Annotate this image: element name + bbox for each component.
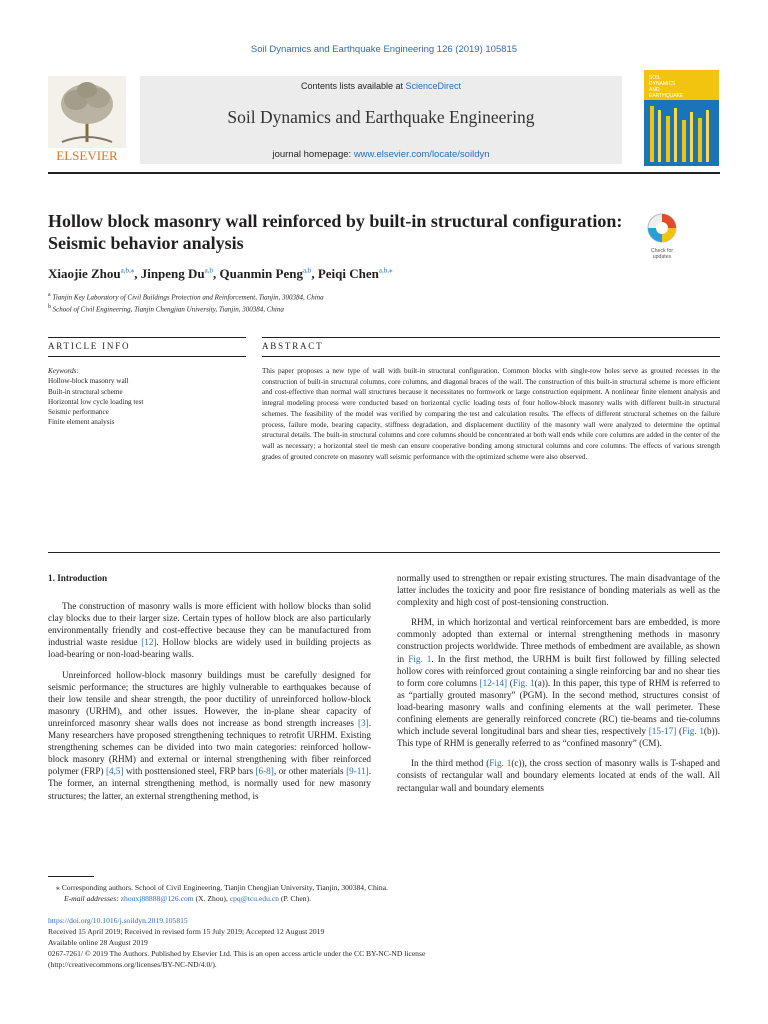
- section-heading: 1. Introduction: [48, 573, 108, 583]
- journal-banner: [140, 76, 622, 164]
- abstract-rule: [262, 356, 720, 357]
- contents-line: [140, 81, 622, 91]
- paragraph-text: RHM, in which horizontal and vertical reinforcement bars are embedded, is more commonly adopted than external or internal strengthening methods in masonry construction projects worldwide. Three methods of embedment are available, as shown in: [397, 617, 720, 664]
- article-info-heading: ARTICLE INFO: [48, 341, 131, 351]
- body-column-right: [397, 572, 720, 794]
- body-column-left: [48, 572, 371, 802]
- journal-header: [48, 76, 720, 166]
- svg-text:SOIL: SOIL: [649, 75, 661, 81]
- paragraph-text: (b)). This type of RHM is generally referred to as “confined masonry” (CM).: [397, 726, 720, 749]
- affiliation-marker: a: [48, 292, 51, 298]
- body-paragraph: [48, 600, 371, 660]
- svg-text:Check for: Check for: [650, 248, 674, 254]
- paragraph-text: . Hollow blocks are widely used in building projects as load-bearing or non-load-bearing walls.: [48, 637, 371, 660]
- check-for-updates-icon[interactable]: [640, 210, 684, 264]
- header-rule: [48, 172, 720, 174]
- author-affiliation-sup[interactable]: a,b: [204, 266, 214, 275]
- footnote-rule: [48, 876, 94, 877]
- author-name: Quanmin Peng: [219, 266, 303, 281]
- elsevier-logo: [48, 76, 126, 164]
- received-dates: Received 15 April 2019; Received in revised form 15 July 2019; Accepted 12 August 2019: [48, 927, 325, 936]
- email-line: [48, 893, 720, 904]
- email-link-chen[interactable]: cpq@tcu.edu.cn: [229, 894, 279, 903]
- license-line: 0267-7261/ © 2019 The Authors. Published by Elsevier Ltd. This is an open access article under the CC BY-NC-ND license: [48, 949, 426, 958]
- corresponding-author-note: ⁎ Corresponding authors. School of Civil Engineering, Tianjin Chengjian University, Tianjin, 300384, China.: [56, 883, 388, 892]
- author-affiliation-sup[interactable]: a,b,⁎: [378, 266, 393, 275]
- elsevier-wordmark: ELSEVIER: [56, 148, 118, 163]
- email-link-zhou[interactable]: zhouxj88888@126.com: [120, 894, 194, 903]
- journal-title: Soil Dynamics and Earthquake Engineering: [227, 107, 535, 127]
- keyword: Horizontal low cycle loading test: [48, 397, 144, 406]
- title-line-1: Hollow block masonry wall reinforced by built-in structural configuration:: [48, 211, 623, 231]
- article-info-top-rule: [48, 337, 246, 338]
- affiliations: [48, 290, 324, 315]
- svg-text:AND: AND: [649, 87, 660, 93]
- citation-link[interactable]: [15-17]: [648, 726, 677, 737]
- abstract-heading: ABSTRACT: [262, 341, 324, 351]
- svg-text:DYNAMICS: DYNAMICS: [649, 81, 676, 87]
- article-title: [48, 210, 628, 254]
- license-url: (http://creativecommons.org/licenses/BY-NC-ND/4.0/).: [48, 960, 217, 969]
- author-name: Peiqi Chen: [317, 266, 379, 281]
- citation-link[interactable]: Fig. 1: [408, 653, 432, 664]
- paragraph-text: In the third method (: [411, 758, 490, 769]
- citation-link[interactable]: [12]: [141, 637, 157, 648]
- keyword: Finite element analysis: [48, 418, 115, 427]
- author-name: Jinpeng Du: [140, 266, 205, 281]
- online-date: Available online 28 August 2019: [48, 938, 148, 947]
- paragraph-text: (: [676, 726, 683, 737]
- author-affiliation-sup[interactable]: a,b,⁎: [120, 266, 135, 275]
- footnote: [48, 882, 720, 904]
- keyword: Hollow-block masonry wall: [48, 377, 129, 386]
- paragraph-text: normally used to strengthen or repair existing structures. The main disadvantage of the latter includes the toxicity and poor fire resistance of bonding materials as well as the complexity and high cost of post-tensioning construction.: [397, 573, 720, 608]
- homepage-prefix: journal homepage:: [272, 149, 354, 160]
- journal-cover-image: [644, 70, 719, 166]
- author-name: Xiaojie Zhou: [48, 266, 121, 281]
- svg-text:updates: updates: [652, 254, 672, 260]
- affiliation-marker: b: [48, 304, 51, 311]
- citation-link[interactable]: [4,5]: [105, 766, 124, 777]
- publication-info: [48, 915, 720, 970]
- citation-link[interactable]: [3]: [357, 717, 369, 728]
- citation-link[interactable]: Fig. 1: [512, 677, 535, 688]
- citation-link[interactable]: [6-8]: [255, 766, 274, 777]
- paragraph-text: The construction of masonry walls is more efficient with hollow blocks than solid clay blocks due to their larger size. Certain types of hollow block are also particularly environmentally friendly and cost-effective because they can be manufactured from industrial waste residue: [48, 601, 371, 648]
- paragraph-text: (c)), the cross section of masonry walls is T-shaped and consists of rectangular wall and boundary elements located at ends of the wall. All rectangular wall and boundary elements: [397, 758, 720, 793]
- journal-reference[interactable]: Soil Dynamics and Earthquake Engineering 126 (2019) 105815: [250, 44, 518, 55]
- paragraph-text: (a)). In this paper, this type of RHM is referred to as “partially grouted masonry” (PGM). In the second method, structures consist of load-bearing masonry walls and confining elements at the wall perimeter. These confining elements are generally reinforced concrete (RC) tie-beams and tie-columns which include several longitudinal bars and shear ties, respectively: [397, 677, 720, 737]
- homepage-line: [140, 149, 622, 160]
- author-affiliation-sup[interactable]: a,b: [302, 266, 312, 275]
- paragraph-text: . The former, an internal strengthening method, is normally used for new masonry structures; the latter, an external strengthening method, is: [48, 766, 371, 801]
- paragraph-text: Unreinforced hollow-block masonry buildings must be carefully designed for seismic performance; the structures are highly vulnerable to earthquakes because of their low tensile and shear strength, the poor ductility of unreinforced hollow-block masonry (URHM), and other issues. However, the in-plane shear capacity of unreinforced masonry shear walls does not increase as bond strength increases: [48, 669, 371, 728]
- affiliation-text: Tianjin Key Laboratory of Civil Buildings Protection and Reinforcement, Tianjin, 300384, China: [52, 293, 324, 302]
- contents-prefix: Contents lists available at: [300, 81, 406, 91]
- paragraph-text: (: [507, 677, 513, 688]
- keywords-label: Keywords:: [48, 367, 79, 375]
- keywords-block: [48, 366, 248, 428]
- email-owner: (X. Zhou),: [193, 894, 230, 903]
- citation-link[interactable]: [9-11]: [346, 766, 369, 777]
- sciencedirect-link[interactable]: ScienceDirect: [405, 81, 462, 91]
- keyword: Built-in structural scheme: [48, 387, 123, 396]
- author-list: Xiaojie Zhou$^{a,b,⁎}$, Jinpeng Du$^{a,b}$, Quanmin Peng$^{a,b}$, Peiqi Chen$^{a,b,⁎}$: [48, 266, 393, 281]
- keyword: Seismic performance: [48, 408, 109, 417]
- affiliation: [48, 302, 324, 314]
- title-line-2: Seismic behavior analysis: [48, 233, 244, 253]
- citation-link[interactable]: Fig. 1: [682, 726, 704, 737]
- body-paragraph: [397, 757, 720, 793]
- article-info-rule: [48, 356, 246, 357]
- body-paragraph: [397, 616, 720, 749]
- paragraph-text: with posttensioned steel, FRP bars: [123, 766, 256, 777]
- citation-link[interactable]: Fig. 1: [489, 758, 512, 769]
- citation-link[interactable]: [12-14]: [479, 677, 508, 688]
- affiliation: [48, 290, 324, 302]
- email-owner: (P. Chen).: [278, 894, 311, 903]
- doi-link[interactable]: https://doi.org/10.1016/j.soildyn.2019.105815: [48, 916, 188, 925]
- paragraph-text: . In the first method, the URHM is built first followed by filling selected hollow cores with reinforced grout containing a single reinforcing bar and no shear ties to form core columns: [397, 653, 720, 688]
- body-paragraph: [397, 572, 720, 608]
- homepage-link[interactable]: www.elsevier.com/locate/soildyn: [353, 149, 490, 160]
- abstract-bottom-rule: [48, 552, 720, 553]
- paragraph-text: . Many researchers have proposed strengthening techniques to retrofit URHM. Existing strengthening schemes can be divided into two main categories: reinforced hollow-block masonry (RHM) and external or internal strengthening with fiber reinforced polymer (FRP): [48, 717, 371, 777]
- abstract-top-rule: [262, 337, 720, 338]
- paragraph-text: , or other materials: [273, 766, 347, 777]
- email-label: E-mail addresses:: [64, 894, 121, 903]
- abstract-text: This paper proposes a new type of wall with built-in structural configuration. Common blocks with single-row holes serve as grouted recesses in the construction of built-in structural columns, core columns, and diagonal braces of the wall. The construction of this built-in structural scheme is more efficient and cost-effective than normal wall structures because it necessitates no formwork or large construction equipment. A nonlinear finite element analysis and integral modeling process were conducted based on horizontal cyclic loading tests of four hollow-block masonry walls with different built-in structural schemes. The feasibility of the model was verified by comparing the test and calculation results. The effects of different structural schemes on the failure process, failure mode, bearing capacity, stiffness degradation, and displacement ductility of the masonry wall were analyzed to determine the optimal structural details. The built-in structural columns and core columns should be concentrated at both wall ends while core columns are added in the center of the wall as necessary; a horizontal steel tie mesh can ensure cooperative bonding among structural columns and core columns. The effects of various strength grades of grouted concrete on masonry wall seismic performance with the optimized scheme were also observed.: [262, 367, 720, 461]
- body-paragraph: [48, 669, 371, 802]
- svg-text:EARTHQUAKE: EARTHQUAKE: [649, 93, 684, 99]
- affiliation-text: School of Civil Engineering, Tianjin Chengjian University, Tianjin, 300384, China: [52, 305, 284, 314]
